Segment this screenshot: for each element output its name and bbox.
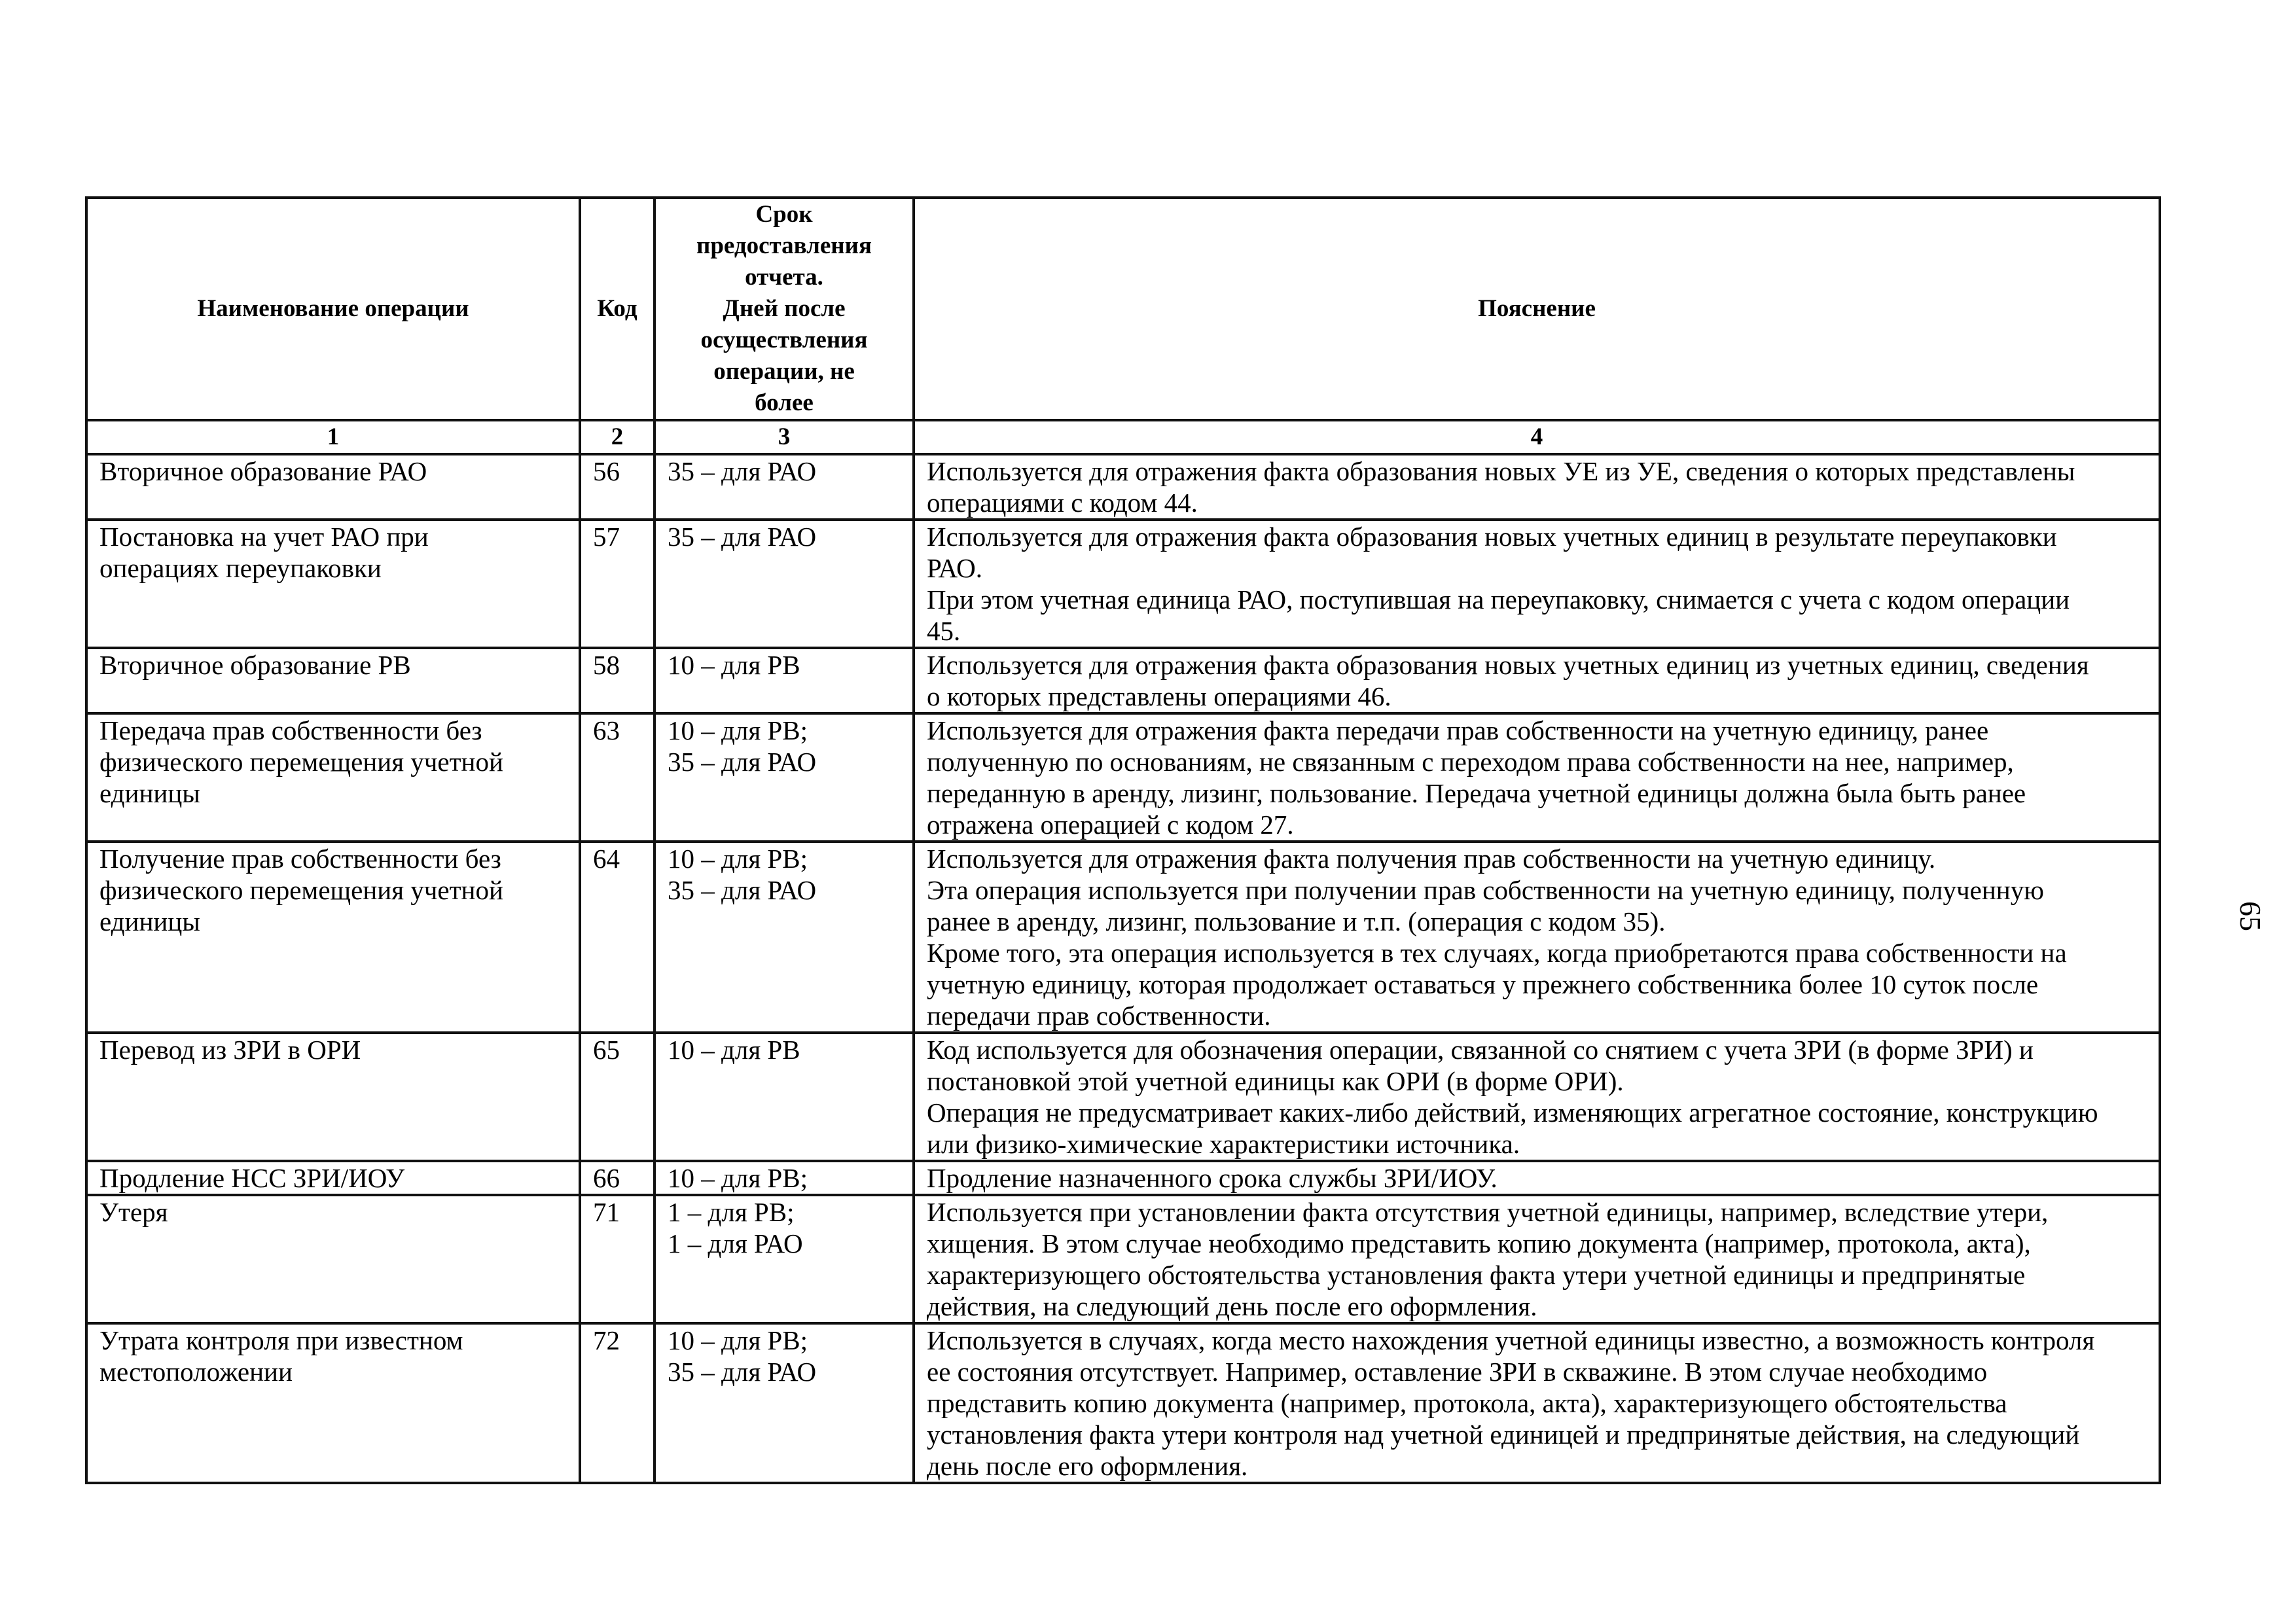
table-row [86, 1033, 2160, 1161]
header-deadline: Срок предоставления отчета. Дней после осуществления операции, не более [655, 198, 914, 420]
code-cell: 58 [580, 648, 655, 713]
operation-name-cell: Вторичное образование РВ [86, 648, 580, 713]
code-cell: 57 [580, 520, 655, 648]
operations-table [85, 196, 2161, 1484]
code-cell: 71 [580, 1195, 655, 1323]
deadline-cell: 10 – для РВ [655, 648, 914, 713]
deadline-cell: 35 – для РАО [655, 520, 914, 648]
deadline-cell: 35 – для РАО [655, 454, 914, 520]
explanation-cell: Используется для отражения факта образования новых УЕ из УЕ, сведения о которых представлены операциями с кодом 44. [914, 454, 2160, 520]
explanation-cell: Используется в случаях, когда место нахождения учетной единицы известно, а возможность контроля ее состояния отсутствует. Например, оставление ЗРИ в скважине. В этом случае необходимо представить копию документа (например, протокола, акта), характеризующего обстоятельства установления факта утери контроля над учетной единицей и предпринятые действия, на следующий день после его оформления. [914, 1323, 2160, 1483]
document-sheet [85, 196, 2159, 1484]
column-numbers-row [86, 420, 2160, 454]
table-header-row [86, 198, 2160, 420]
explanation-cell: Используется для отражения факта получения прав собственности на учетную единицу. Эта операция используется при получении прав собственности на учетную единицу, полученную ранее в аренду, лизинг, пользование и т.п. (операция с кодом 35). Кроме того, эта операция используется в тех случаях, когда приобретаются права собственности на учетную единицу, которая продолжает оставаться у прежнего собственника более 10 суток после передачи прав собственности. [914, 842, 2160, 1033]
column-number-3: 3 [655, 420, 914, 454]
column-number-2: 2 [580, 420, 655, 454]
explanation-cell: Продление назначенного срока службы ЗРИ/ИОУ. [914, 1161, 2160, 1195]
header-operation-name: Наименование операции [86, 198, 580, 420]
code-cell: 72 [580, 1323, 655, 1483]
column-number-1: 1 [86, 420, 580, 454]
explanation-cell: Код используется для обозначения операции, связанной со снятием с учета ЗРИ (в форме ЗРИ) и постановкой этой учетной единицы как ОРИ (в форме ОРИ). Операция не предусматривает каких-либо действий, изменяющих агрегатное состояние, конструкцию или физико-химические характеристики источника. [914, 1033, 2160, 1161]
operation-name-cell: Получение прав собственности без физического перемещения учетной единицы [86, 842, 580, 1033]
explanation-cell: Используется для отражения факта образования новых учетных единиц из учетных единиц, сведения о которых представлены операциями 46. [914, 648, 2160, 713]
operation-name-cell: Передача прав собственности без физического перемещения учетной единицы [86, 713, 580, 842]
deadline-cell: 10 – для РВ; 35 – для РАО [655, 842, 914, 1033]
deadline-cell: 1 – для РВ; 1 – для РАО [655, 1195, 914, 1323]
code-cell: 56 [580, 454, 655, 520]
page-number: 65 [2234, 901, 2267, 931]
deadline-cell: 10 – для РВ; 35 – для РАО [655, 1323, 914, 1483]
operation-name-cell: Вторичное образование РАО [86, 454, 580, 520]
explanation-cell: Используется для отражения факта передачи прав собственности на учетную единицу, ранее полученную по основаниям, не связанным с переходом права собственности на нее, например, переданную в аренду, лизинг, пользование. Передача учетной единицы должна была быть ранее отражена операцией с кодом 27. [914, 713, 2160, 842]
operation-name-cell: Постановка на учет РАО при операциях переупаковки [86, 520, 580, 648]
deadline-cell: 10 – для РВ; [655, 1161, 914, 1195]
operation-name-cell: Утеря [86, 1195, 580, 1323]
table-row [86, 1323, 2160, 1483]
table-row [86, 713, 2160, 842]
table-body [86, 454, 2160, 1483]
deadline-cell: 10 – для РВ; 35 – для РАО [655, 713, 914, 842]
code-cell: 65 [580, 1033, 655, 1161]
code-cell: 66 [580, 1161, 655, 1195]
table-row [86, 520, 2160, 648]
table-row [86, 454, 2160, 520]
header-explanation: Пояснение [914, 198, 2160, 420]
code-cell: 64 [580, 842, 655, 1033]
table-row [86, 1195, 2160, 1323]
explanation-cell: Используется при установлении факта отсутствия учетной единицы, например, вследствие утери, хищения. В этом случае необходимо представить копию документа (например, протокола, акта), характеризующего обстоятельства установления факта утери учетной единицы и предпринятые действия, на следующий день после его оформления. [914, 1195, 2160, 1323]
deadline-cell: 10 – для РВ [655, 1033, 914, 1161]
table-row [86, 648, 2160, 713]
explanation-cell: Используется для отражения факта образования новых учетных единиц в результате переупаковки РАО. При этом учетная единица РАО, поступившая на переупаковку, снимается с учета с кодом операции 45. [914, 520, 2160, 648]
column-number-4: 4 [914, 420, 2160, 454]
code-cell: 63 [580, 713, 655, 842]
operation-name-cell: Продление НСС ЗРИ/ИОУ [86, 1161, 580, 1195]
operation-name-cell: Перевод из ЗРИ в ОРИ [86, 1033, 580, 1161]
table-row [86, 842, 2160, 1033]
table-row [86, 1161, 2160, 1195]
header-code: Код [580, 198, 655, 420]
operation-name-cell: Утрата контроля при известном местоположении [86, 1323, 580, 1483]
